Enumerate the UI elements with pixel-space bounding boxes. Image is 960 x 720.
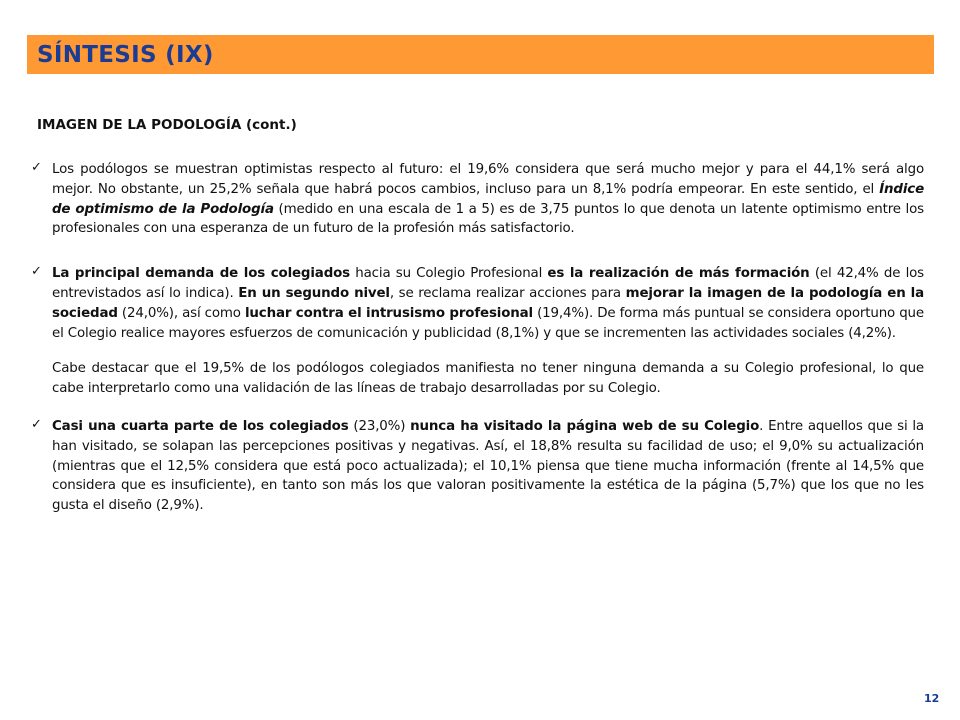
bullet-optimism: [31, 160, 924, 239]
text: hacia su Colegio Profesional: [350, 266, 548, 282]
bold-text: La principal demanda de los colegiados: [52, 266, 351, 282]
paragraph-demand: [52, 264, 924, 343]
bold-text: es la realización de más formación: [547, 266, 810, 282]
checkmark-icon: ✓: [31, 416, 42, 432]
checkmark-icon: ✓: [31, 264, 42, 280]
bold-text: mejorar la imagen de la podología en la sociedad: [52, 285, 924, 321]
bullet-demand: [31, 264, 924, 399]
bold-text: luchar contra el intrusismo profesional: [244, 305, 533, 321]
page-title: SÍNTESIS (IX): [37, 41, 214, 68]
text: (23,0%): [348, 418, 411, 434]
emphasis: Índice de optimismo de la Podología: [52, 181, 924, 217]
paragraph-no-demand: Cabe destacar que el 19,5% de los podólogos colegiados manifiesta no tener ninguna demanda a su Colegio profesional, lo que cabe interpretarlo como una validación de las líneas de trabajo desarrolladas por su Colegio.: [52, 361, 924, 397]
bullet-website: [31, 417, 924, 516]
text: (19,4%). De forma más puntual se considera oportuno que el Colegio realice mayores esfuerzos de comunicación y publicidad (8,1%) y que se incrementen las actividades sociales (4,2%).: [52, 305, 924, 341]
content: [31, 160, 924, 516]
bold-text: Casi una cuarta parte de los colegiados: [52, 418, 349, 434]
bold-text: En un segundo nivel: [238, 285, 390, 301]
title-bar: [27, 35, 934, 74]
page-number: 12: [924, 692, 940, 705]
checkmark-icon: ✓: [31, 160, 42, 175]
text: , se reclama realizar acciones para: [389, 285, 626, 301]
text: (el 42,4% de los entrevistados así lo indica).: [52, 266, 925, 301]
paragraph-optimism: [52, 160, 924, 239]
bold-text: nunca ha visitado la página web de su Colegio: [410, 418, 760, 434]
text: (24,0%), así como: [117, 305, 245, 321]
section-heading: IMAGEN DE LA PODOLOGÍA (cont.): [37, 117, 297, 133]
text: Los podólogos se muestran optimistas respecto al futuro: el 19,6% considera que será mucho mejor y para el 44,1% será algo mejor. No obstante, un 25,2% señala que habrá pocos cambios, incluso para un 8,1% podría empeorar. En este sentido, el: [52, 162, 924, 197]
paragraph-website: [52, 417, 924, 516]
text: (medido en una escala de 1 a 5) es de 3,75 puntos lo que denota un latente optimismo entre los profesionales con una esperanza de un futuro de la profesión más satisfactorio.: [52, 201, 924, 237]
text: . Entre aquellos que si la han visitado, se solapan las percepciones positivas y negativas. Así, el 18,8% resulta su facilidad de uso; el 9,0% su actualización (mientras que el 12,5% considera que está poco actualizada); el 10,1% piensa que tiene mucha información (frente al 14,5% que considera que es insuficiente), en tanto son más los que valoran positivamente la estética de la página (5,7%) que los que no les gusta el diseño (2,9%).: [52, 418, 924, 514]
